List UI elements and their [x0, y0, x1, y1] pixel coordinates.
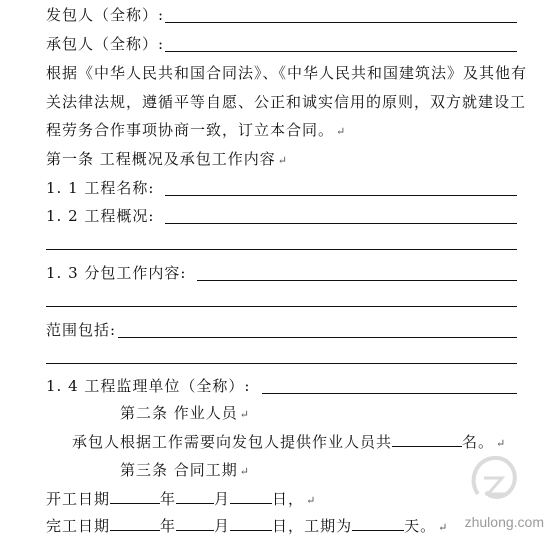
- article-3-title: [120, 459, 249, 481]
- item-1-1: [46, 177, 154, 199]
- contractor-blank[interactable]: [165, 51, 517, 52]
- workers-count-blank[interactable]: [392, 432, 462, 447]
- project-name-label: 1. 1 工程名称:: [46, 179, 155, 197]
- return-mark: ↵: [306, 494, 316, 507]
- start-year-blank[interactable]: [110, 489, 160, 504]
- finish-month-unit: 月: [214, 517, 231, 535]
- return-mark: ↵: [277, 154, 287, 167]
- subcontract-work-blank-1[interactable]: [197, 280, 517, 281]
- start-date-label: 开工日期: [46, 490, 111, 508]
- article-2-title: [120, 402, 249, 424]
- issuer-blank[interactable]: [165, 22, 517, 23]
- article-3-text: 第三条 合同工期: [120, 461, 238, 479]
- start-month-unit: 月: [214, 490, 231, 508]
- return-mark: ↵: [496, 437, 506, 450]
- workers-text: 承包人根据工作需要向发包人提供作业人员共: [72, 433, 393, 451]
- finish-month-blank[interactable]: [176, 516, 214, 531]
- duration-unit: 天。: [404, 517, 437, 535]
- issuer-label: 发包人（全称）:: [46, 6, 165, 24]
- start-year-unit: 年: [160, 490, 177, 508]
- intro-line-2: [46, 91, 526, 113]
- supervisor-label: 1. 4 工程监理单位（全称）:: [46, 377, 251, 395]
- finish-date-line: [46, 515, 447, 536]
- finish-date-label: 完工日期: [46, 517, 111, 535]
- zhulong-logo-icon: [448, 450, 538, 522]
- intro-text-2: 关法律法规，遵循平等自愿、公正和诚实信用的原则，双方就建设工: [46, 93, 527, 111]
- project-name-blank[interactable]: [165, 195, 517, 196]
- scope-label: 范围包括:: [46, 321, 117, 339]
- duration-label: 工期为: [304, 517, 353, 535]
- return-mark: ↵: [239, 408, 249, 421]
- return-mark: ↵: [239, 465, 249, 478]
- finish-year-unit: 年: [160, 517, 177, 535]
- scope-line: [46, 319, 116, 341]
- start-day-unit: 日，: [272, 490, 305, 508]
- finish-day-unit: 日，: [272, 517, 305, 535]
- intro-line-3: [46, 119, 345, 141]
- subcontract-work-label: 1. 3 分包工作内容:: [46, 264, 187, 282]
- project-overview-blank-2[interactable]: [46, 249, 517, 250]
- workers-unit: 名。: [462, 433, 495, 451]
- article-1-title: [46, 148, 287, 170]
- supervisor-blank[interactable]: [262, 393, 517, 394]
- return-mark: ↵: [438, 521, 448, 534]
- project-overview-blank-1[interactable]: [165, 223, 517, 224]
- project-overview-label: 1. 2 工程概况:: [46, 207, 155, 225]
- watermark-text: zhulong.com: [464, 514, 544, 530]
- item-1-4: [46, 375, 250, 397]
- start-date-line: [46, 488, 315, 510]
- intro-text-3: 程劳务合作事项协商一致，订立本合同。: [46, 121, 335, 139]
- finish-year-blank[interactable]: [110, 516, 160, 531]
- intro-text-1: 根据《中华人民共和国合同法》、《中华人民共和国建筑法》及其他有: [46, 64, 528, 82]
- workers-line: [72, 431, 505, 453]
- item-1-3: [46, 262, 186, 284]
- intro-line-1: [46, 62, 527, 84]
- item-1-2: [46, 205, 154, 227]
- start-month-blank[interactable]: [176, 489, 214, 504]
- scope-blank-2[interactable]: [46, 363, 517, 364]
- contractor-label: 承包人（全称）:: [46, 35, 165, 53]
- article-1-text: 第一条 工程概况及承包工作内容: [46, 150, 276, 168]
- finish-day-blank[interactable]: [230, 516, 272, 531]
- scope-blank-1[interactable]: [118, 337, 517, 338]
- contractor-line: [46, 33, 164, 55]
- article-2-text: 第二条 作业人员: [120, 404, 238, 422]
- subcontract-work-blank-2[interactable]: [46, 306, 517, 307]
- return-mark: ↵: [336, 125, 346, 138]
- duration-blank[interactable]: [352, 516, 404, 531]
- issuer-line: [46, 4, 164, 26]
- start-day-blank[interactable]: [230, 489, 272, 504]
